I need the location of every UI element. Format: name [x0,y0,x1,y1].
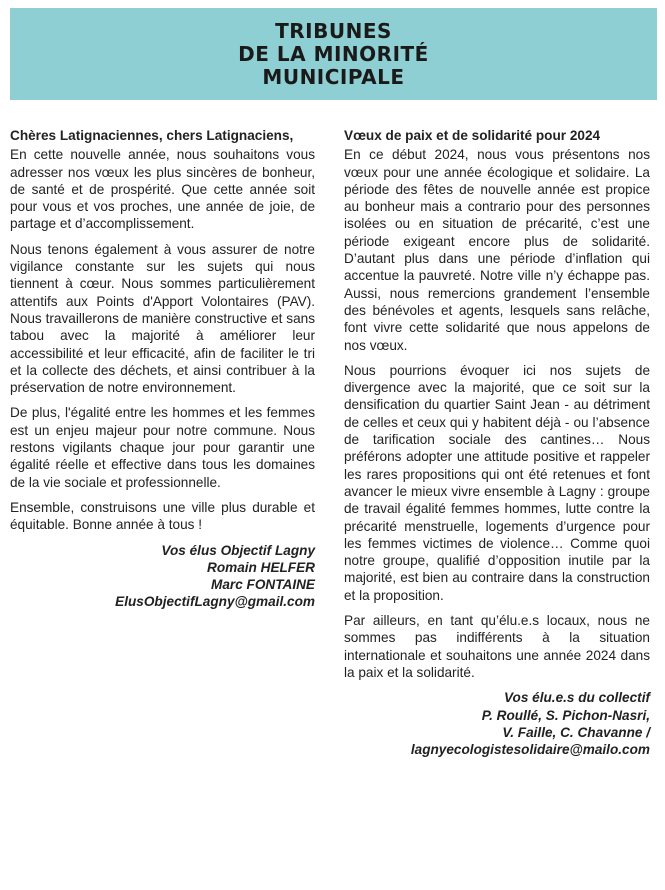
title-line-2: DE LA MINORITÉ [238,41,429,66]
left-paragraph-4: Ensemble, construisons une ville plus durable et équitable. Bonne année à tous ! [10,499,315,533]
right-column [344,127,650,758]
right-paragraph-3: Par ailleurs, en tant qu’élu.e.s locaux, nous ne sommes pas indifférents à la situation internationale et souhaitons une année 2024 dans la paix et la solidarité. [344,613,650,680]
right-signature-group: Vos élu.e.s du collectif [503,690,650,706]
right-signature-email: lagnyecologistesolidaire@mailo.com [410,742,650,758]
left-column [10,127,315,611]
right-signature-names-1: P. Roullé, S. Pichon-Nasri, [481,707,650,723]
title-line-1: TRIBUNES [275,18,392,43]
left-signature-name-1: Romain HELFER [207,559,315,575]
left-signature-group: Vos élus Objectif Lagny [161,542,315,558]
right-paragraph-1: En ce début 2024, nous vous présentons nos vœux pour une année écologique et solidaire. La période des fêtes de nouvelle année est propice au bonheur mais a contrario pour des personnes isolées ou en situation de précarité, c’est une période exigeant encore plus de solidarité. D’autant plus dans une période d’inflation qui accentue la pauvreté. Notre ville n’y échappe pas. Aussi, nous remercions grandement l’ensemble des bénévoles et agents, lesquels sans relâche, font vivre cette solidarité que nous appelons de nos vœux. [344,147,650,353]
left-paragraph-3: De plus, l'égalité entre les hommes et les femmes est un enjeu majeur pour notre commune. Nous restons vigilants chaque jour pour garantir une égalité réelle et effective dans tous les domaines de la vie sociale et professionnelle. [10,405,315,490]
left-paragraph-2: Nous tenons également à vous assurer de notre vigilance constante sur les sujets qui nous tiennent à cœur. Nous sommes particulièrement attentifs aux Points d'Apport Volontaires (PAV). Nous travaillerons de manière constructive et sans tabou avec la majorité à améliorer leur accessibilité et leur efficacité, afin de faciliter le tri et la collecte des déchets, et ainsi contribuer à la préservation de notre environnement. [10,241,315,396]
title-line-3: MUNICIPALE [262,64,405,89]
left-signature-email: ElusObjectifLagny@gmail.com [115,594,315,610]
title-banner [10,8,657,100]
right-signature-names-2: V. Faille, C. Chavanne / [502,724,650,740]
left-signature-name-2: Marc FONTAINE [211,577,315,593]
left-signature [10,542,315,611]
right-signature [344,689,650,758]
left-paragraph-1: En cette nouvelle année, nous souhaitons vous adresser nos vœux les plus sincères de bonheur, de santé et de prospérité. Que cette année soit pour vous et vos proches, une année de joie, de partage et d’accomplissement. [10,147,315,232]
right-paragraph-2: Nous pourrions évoquer ici nos sujets de divergence avec la majorité, que ce soit sur la densification du quartier Saint Jean - au détriment de celles et ceux qui y habitent déjà - ou l’absence de tarification sociale des cantines… Nous préférons adopter une attitude positive et rappeler les rares propositions qui ont été retenues et font avancer le mieux vivre ensemble à Lagny : groupe de travail égalité femmes hommes, lutte contre la précarité menstruelle, logements d’urgence pour les femmes victimes de violence… Comme quoi notre groupe, qualifié d’opposition inutile par la majorité, est bien au contraire dans la construction et la proposition. [344,362,650,603]
left-column-heading: Chères Latignaciennes, chers Latignaciens, [10,128,294,143]
right-column-heading: Vœux de paix et de solidarité pour 2024 [344,128,601,143]
